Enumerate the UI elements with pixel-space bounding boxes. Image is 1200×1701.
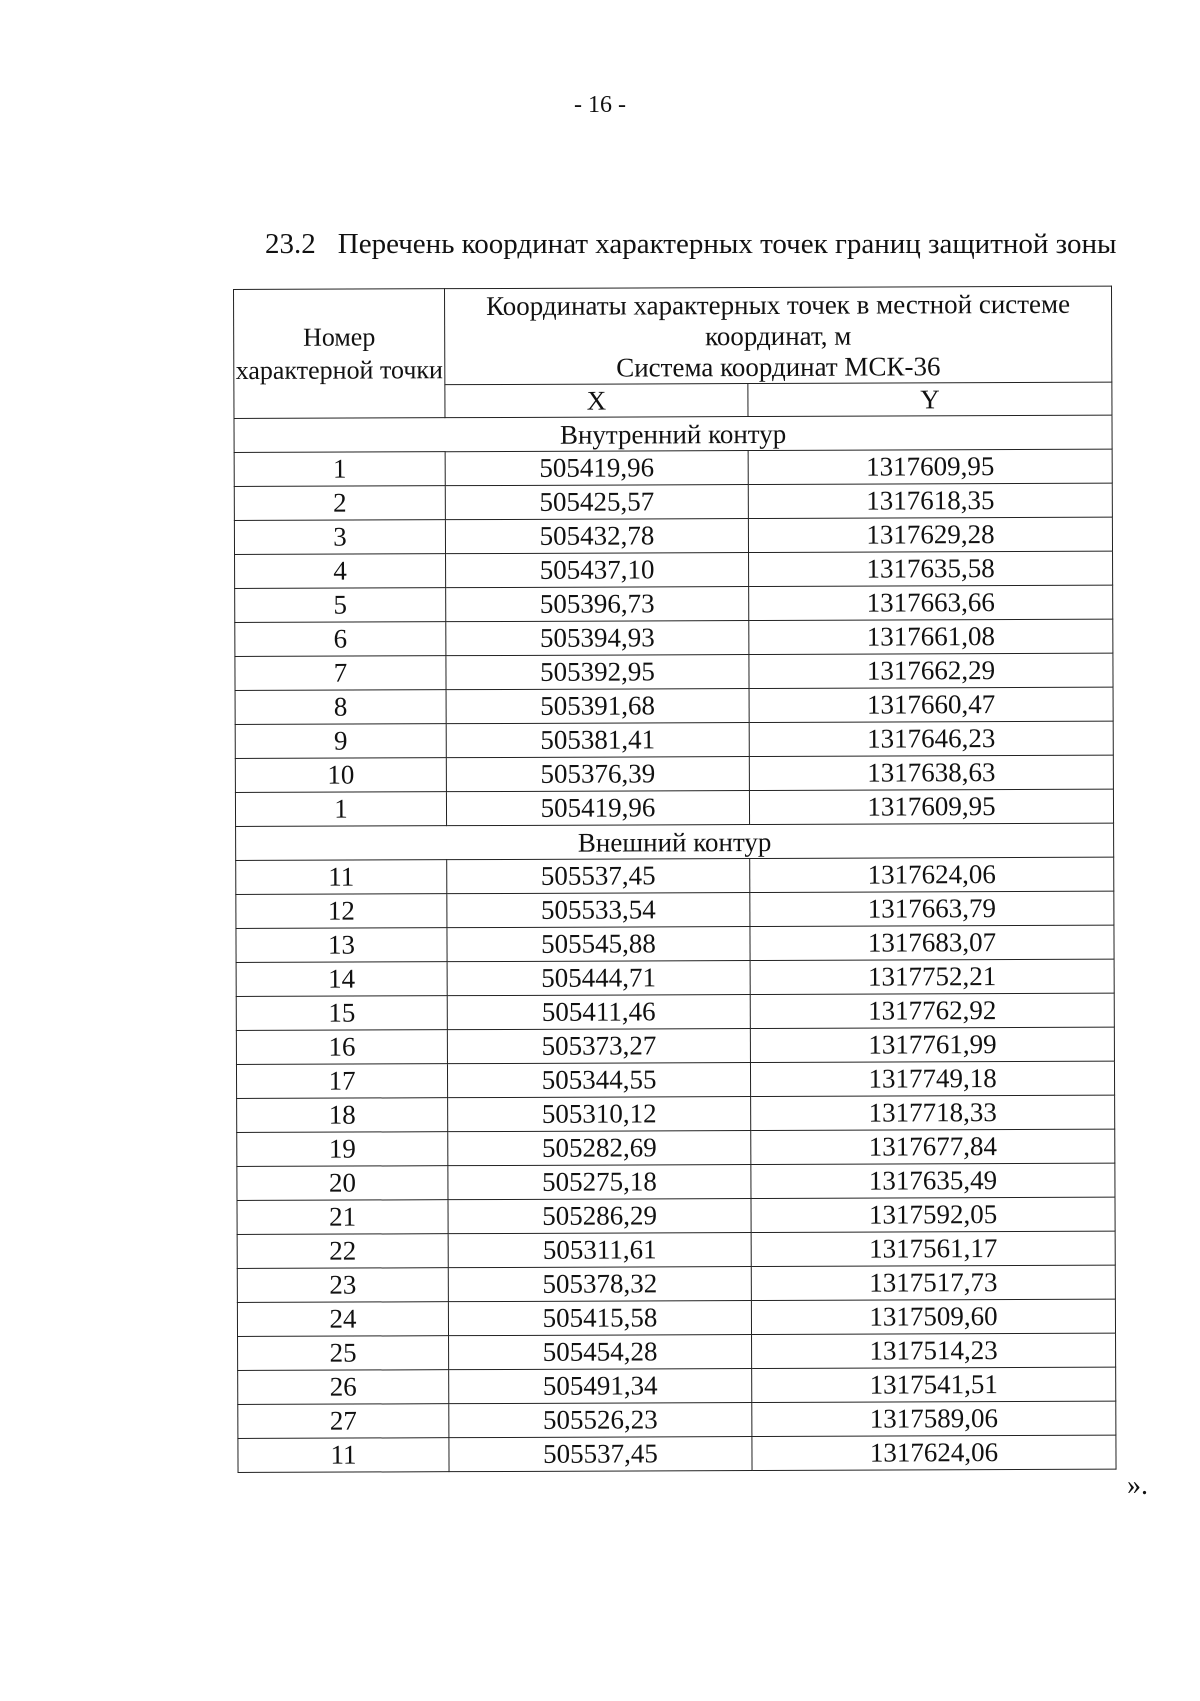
x-coordinate-cell: 505444,71 (447, 961, 750, 996)
y-coordinate-cell: 1317635,58 (749, 551, 1113, 586)
point-number-cell: 12 (236, 894, 447, 929)
table-row (234, 449, 1112, 486)
table-row (236, 925, 1114, 962)
point-number-cell: 11 (238, 1438, 449, 1473)
coordinates-table (233, 286, 1117, 1473)
x-coordinate-cell: 505311,61 (448, 1233, 751, 1268)
point-number-cell: 19 (237, 1132, 448, 1167)
table-row (236, 1027, 1114, 1064)
y-coordinate-cell: 1317618,35 (748, 483, 1112, 518)
table-row (234, 483, 1112, 520)
table-row (237, 1265, 1115, 1302)
point-number-cell: 14 (236, 962, 447, 997)
point-number-cell: 9 (235, 724, 446, 759)
point-number-cell: 5 (235, 588, 446, 623)
table-row (235, 687, 1113, 724)
y-coordinate-cell: 1317683,07 (750, 925, 1114, 960)
x-coordinate-cell: 505526,23 (449, 1403, 752, 1438)
table-row (235, 721, 1113, 758)
closing-quote: ». (1127, 1470, 1148, 1501)
point-number-cell: 23 (237, 1268, 448, 1303)
x-column-header: X (445, 384, 748, 418)
x-coordinate-cell: 505381,41 (446, 723, 749, 758)
point-number-cell: 1 (234, 452, 445, 487)
coordinates-table-container (233, 286, 1116, 1473)
y-coordinate-cell: 1317749,18 (750, 1061, 1114, 1096)
x-coordinate-cell: 505310,12 (448, 1097, 751, 1132)
x-coordinate-cell: 505419,96 (446, 791, 749, 826)
x-coordinate-cell: 505545,88 (447, 927, 750, 962)
table-row (235, 755, 1113, 792)
y-coordinate-cell: 1317762,92 (750, 993, 1114, 1028)
x-coordinate-cell: 505491,34 (449, 1369, 752, 1404)
x-coordinate-cell: 505373,27 (447, 1029, 750, 1064)
section-title-cell: Внешний контур (236, 823, 1114, 860)
y-coordinate-cell: 1317629,28 (748, 517, 1112, 552)
point-number-cell: 24 (237, 1302, 448, 1337)
x-coordinate-cell: 505415,58 (448, 1301, 751, 1336)
y-coordinate-cell: 1317661,08 (749, 619, 1113, 654)
x-coordinate-cell: 505432,78 (445, 519, 748, 554)
table-row (238, 1367, 1116, 1404)
y-coordinate-cell: 1317718,33 (751, 1095, 1115, 1130)
x-coordinate-cell: 505396,73 (446, 587, 749, 622)
y-coordinate-cell: 1317592,05 (751, 1197, 1115, 1232)
point-number-cell: 13 (236, 928, 447, 963)
x-coordinate-cell: 505537,45 (447, 859, 750, 894)
point-number-cell: 10 (235, 758, 446, 793)
table-row (236, 1061, 1114, 1098)
x-coordinate-cell: 505275,18 (448, 1165, 751, 1200)
x-coordinate-cell: 505454,28 (449, 1335, 752, 1370)
point-number-cell: 8 (235, 690, 446, 725)
point-number-header: Номер характерной точки (234, 289, 445, 419)
page-number: - 16 - (574, 92, 626, 118)
y-coordinate-cell: 1317541,51 (752, 1367, 1116, 1402)
point-number-cell: 18 (237, 1098, 448, 1133)
table-row (235, 585, 1113, 622)
y-coordinate-cell: 1317646,23 (749, 721, 1113, 756)
x-coordinate-cell: 505391,68 (446, 689, 749, 724)
y-coordinate-cell: 1317609,95 (749, 789, 1113, 824)
point-number-cell: 2 (234, 486, 445, 521)
table-row (236, 959, 1114, 996)
table-row (235, 619, 1113, 656)
point-number-cell: 6 (235, 622, 446, 657)
y-coordinate-cell: 1317635,49 (751, 1163, 1115, 1198)
table-row (236, 857, 1114, 894)
section-heading (265, 228, 1116, 261)
y-coordinate-cell: 1317663,66 (749, 585, 1113, 620)
table-row (234, 517, 1112, 554)
x-coordinate-cell: 505411,46 (447, 995, 750, 1030)
table-row (237, 1299, 1115, 1336)
y-coordinate-cell: 1317589,06 (752, 1401, 1116, 1436)
y-coordinate-cell: 1317752,21 (750, 959, 1114, 994)
point-number-cell: 17 (236, 1064, 447, 1099)
point-number-cell: 21 (237, 1200, 448, 1235)
y-coordinate-cell: 1317514,23 (752, 1333, 1116, 1368)
table-row (236, 993, 1114, 1030)
point-number-cell: 25 (238, 1336, 449, 1371)
y-coordinate-cell: 1317624,06 (752, 1435, 1116, 1470)
x-coordinate-cell: 505533,54 (447, 893, 750, 928)
x-coordinate-cell: 505394,93 (446, 621, 749, 656)
point-number-cell: 3 (234, 520, 445, 555)
point-number-cell: 7 (235, 656, 446, 691)
x-coordinate-cell: 505286,29 (448, 1199, 751, 1234)
x-coordinate-cell: 505392,95 (446, 655, 749, 690)
x-coordinate-cell: 505419,96 (445, 451, 748, 486)
section-title-cell: Внутренний контур (234, 415, 1112, 452)
x-coordinate-cell: 505282,69 (448, 1131, 751, 1166)
x-coordinate-cell: 505537,45 (449, 1437, 752, 1472)
table-row (238, 1401, 1116, 1438)
table-row (237, 1231, 1115, 1268)
point-number-cell: 16 (236, 1030, 447, 1065)
table-row (238, 1435, 1116, 1472)
y-coordinate-cell: 1317761,99 (750, 1027, 1114, 1062)
coordinate-system-label: Система координат МСК-36 (616, 351, 941, 383)
table-row (237, 1095, 1115, 1132)
point-number-cell: 4 (235, 554, 446, 589)
y-coordinate-cell: 1317509,60 (751, 1299, 1115, 1334)
y-coordinate-cell: 1317517,73 (751, 1265, 1115, 1300)
section-row (234, 415, 1112, 452)
table-row (237, 1163, 1115, 1200)
table-row (238, 1333, 1116, 1370)
section-number: 23.2 (265, 228, 316, 260)
section-row (236, 823, 1114, 860)
y-coordinate-cell: 1317660,47 (749, 687, 1113, 722)
table-row (237, 1197, 1115, 1234)
table-row (237, 1129, 1115, 1166)
coordinates-header-title: Координаты характерных точек в местной системе координат, м (485, 288, 1071, 352)
x-coordinate-cell: 505376,39 (446, 757, 749, 792)
table-body (234, 415, 1116, 1472)
table-row (235, 789, 1113, 826)
table-row (236, 891, 1114, 928)
coordinates-header (445, 286, 1112, 385)
point-number-cell: 20 (237, 1166, 448, 1201)
y-coordinate-cell: 1317662,29 (749, 653, 1113, 688)
table-row (235, 551, 1113, 588)
y-column-header: Y (748, 382, 1112, 416)
point-number-cell: 22 (237, 1234, 448, 1269)
y-coordinate-cell: 1317638,63 (749, 755, 1113, 790)
y-coordinate-cell: 1317561,17 (751, 1231, 1115, 1266)
x-coordinate-cell: 505344,55 (447, 1063, 750, 1098)
x-coordinate-cell: 505425,57 (445, 485, 748, 520)
point-number-cell: 11 (236, 860, 447, 895)
point-number-cell: 27 (238, 1404, 449, 1439)
point-number-cell: 15 (236, 996, 447, 1031)
y-coordinate-cell: 1317663,79 (750, 891, 1114, 926)
table-row (235, 653, 1113, 690)
y-coordinate-cell: 1317624,06 (750, 857, 1114, 892)
point-number-cell: 1 (235, 792, 446, 827)
y-coordinate-cell: 1317609,95 (748, 449, 1112, 484)
section-title: Перечень координат характерных точек границ защитной зоны (337, 228, 1117, 260)
x-coordinate-cell: 505437,10 (446, 553, 749, 588)
x-coordinate-cell: 505378,32 (448, 1267, 751, 1302)
y-coordinate-cell: 1317677,84 (751, 1129, 1115, 1164)
point-number-cell: 26 (238, 1370, 449, 1405)
